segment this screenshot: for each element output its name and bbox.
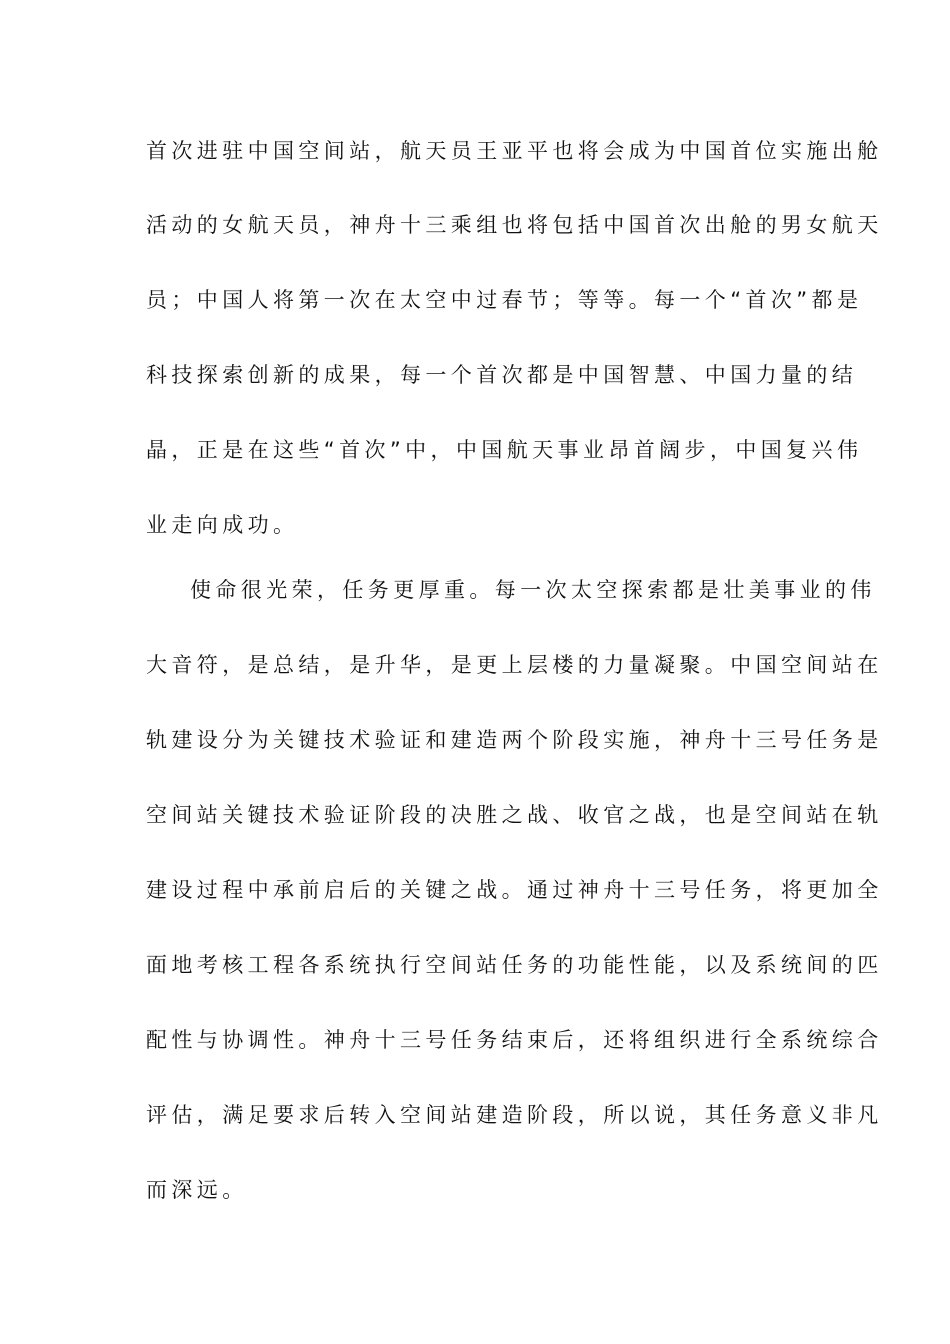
paragraph-line: 晶，正是在这些“首次”中，中国航天事业昂首阔步，中国复兴伟: [146, 438, 863, 462]
paragraph-line: 配性与协调性。神舟十三号任务结束后，还将组织进行全系统综合: [146, 1028, 883, 1052]
paragraph-line: 轨建设分为关键技术验证和建造两个阶段实施，神舟十三号任务是: [146, 728, 883, 752]
paragraph-line: 科技探索创新的成果，每一个首次都是中国智慧、中国力量的结: [146, 363, 858, 387]
paragraph-line: 使命很光荣，任务更厚重。每一次太空探索都是壮美事业的伟: [190, 578, 876, 602]
paragraph-line: 建设过程中承前启后的关键之战。通过神舟十三号任务，将更加全: [146, 878, 883, 902]
paragraph-line: 评估，满足要求后转入空间站建造阶段，所以说，其任务意义非凡: [146, 1103, 883, 1127]
paragraph-line: 面地考核工程各系统执行空间站任务的功能性能，以及系统间的匹: [146, 953, 883, 977]
paragraph-line: 而深远。: [146, 1178, 248, 1202]
paragraph-line: 首次进驻中国空间站，航天员王亚平也将会成为中国首位实施出舱: [146, 139, 883, 163]
paragraph-line: 大音符，是总结，是升华，是更上层楼的力量凝聚。中国空间站在: [146, 653, 883, 677]
paragraph-line: 空间站关键技术验证阶段的决胜之战、收官之战，也是空间站在轨: [146, 803, 883, 827]
paragraph-line: 业走向成功。: [146, 513, 299, 537]
paragraph-line: 员；中国人将第一次在太空中过春节；等等。每一个“首次”都是: [146, 288, 863, 312]
paragraph-line: 活动的女航天员，神舟十三乘组也将包括中国首次出舱的男女航天: [146, 213, 883, 237]
